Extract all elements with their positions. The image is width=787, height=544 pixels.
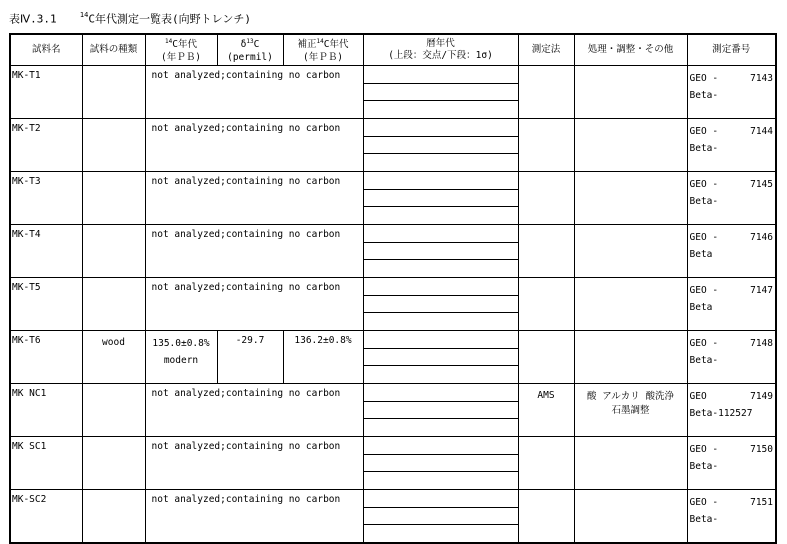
analysis-note: not analyzed;containing no carbon — [145, 225, 363, 278]
method-cell — [518, 331, 574, 384]
sample-kind — [82, 172, 145, 225]
treatment-cell — [574, 331, 687, 384]
table-row — [10, 331, 776, 384]
sample-kind — [82, 437, 145, 490]
analysis-note: not analyzed;containing no carbon — [145, 172, 363, 225]
sample-name: MK-T6 — [10, 331, 82, 384]
code-cell: GEO - 7150 Beta- — [687, 437, 776, 490]
header-calendar-age: 暦年代 (上段：交点/下段：1σ) — [363, 34, 518, 66]
analysis-note: not analyzed;containing no carbon — [145, 119, 363, 172]
treatment-cell: 酸 アルカリ 酸洗浄 石墨調整 — [574, 384, 687, 437]
calendar-age-cell — [363, 119, 518, 172]
sample-name: MK-SC2 — [10, 490, 82, 544]
sample-kind — [82, 384, 145, 437]
analysis-note: not analyzed;containing no carbon — [145, 384, 363, 437]
code-cell: GEO 7149 Beta-112527 — [687, 384, 776, 437]
code-cell: GEO - 7146 Beta — [687, 225, 776, 278]
table-row — [10, 384, 776, 437]
code-cell: GEO - 7144 Beta- — [687, 119, 776, 172]
table-row — [10, 225, 776, 278]
treatment-cell — [574, 278, 687, 331]
sample-name: MK SC1 — [10, 437, 82, 490]
sample-kind: wood — [82, 331, 145, 384]
code-cell: GEO - 7145 Beta- — [687, 172, 776, 225]
header-code: 測定番号 — [687, 34, 776, 66]
calendar-age-cell — [363, 384, 518, 437]
table-title — [9, 8, 251, 28]
method-cell — [518, 490, 574, 544]
method-cell — [518, 278, 574, 331]
table-row — [10, 278, 776, 331]
header-treatment: 処理・調整・その他 — [574, 34, 687, 66]
sample-kind — [82, 119, 145, 172]
calendar-age-cell — [363, 66, 518, 119]
title-text: C年代測定一覧表(向野トレンチ) — [88, 12, 251, 26]
analysis-note: not analyzed;containing no carbon — [145, 66, 363, 119]
sample-name: MK-T3 — [10, 172, 82, 225]
treatment-cell — [574, 490, 687, 544]
method-cell — [518, 172, 574, 225]
sample-name: MK NC1 — [10, 384, 82, 437]
treatment-cell — [574, 172, 687, 225]
calendar-age-cell — [363, 437, 518, 490]
sample-name: MK-T1 — [10, 66, 82, 119]
treatment-cell — [574, 119, 687, 172]
method-cell: AMS — [518, 384, 574, 437]
calendar-age-cell — [363, 490, 518, 544]
calendar-age-cell — [363, 172, 518, 225]
treatment-cell — [574, 66, 687, 119]
header-method: 測定法 — [518, 34, 574, 66]
calendar-age-cell — [363, 331, 518, 384]
code-cell: GEO - 7147 Beta — [687, 278, 776, 331]
delta13c-cell: -29.7 — [217, 331, 283, 384]
calendar-age-cell — [363, 225, 518, 278]
c14-dating-table — [9, 33, 777, 544]
table-row — [10, 437, 776, 490]
analysis-note: not analyzed;containing no carbon — [145, 437, 363, 490]
header-kind: 試料の種類 — [82, 34, 145, 66]
c14-age-cell: 135.0±0.8% modern — [145, 331, 217, 384]
treatment-cell — [574, 225, 687, 278]
sample-kind — [82, 490, 145, 544]
header-row — [10, 34, 776, 66]
method-cell — [518, 119, 574, 172]
table-number: 表Ⅳ.3.1 — [9, 12, 57, 26]
sample-kind — [82, 66, 145, 119]
sample-name: MK-T2 — [10, 119, 82, 172]
header-c14-age: $^{14}$C年代 (年ＰＢ) — [145, 34, 217, 66]
sample-kind — [82, 225, 145, 278]
method-cell — [518, 437, 574, 490]
calendar-age-cell — [363, 278, 518, 331]
code-cell: GEO - 7151 Beta- — [687, 490, 776, 544]
corrected-age-cell: 136.2±0.8% — [283, 331, 363, 384]
treatment-cell — [574, 437, 687, 490]
code-cell: GEO - 7148 Beta- — [687, 331, 776, 384]
analysis-note: not analyzed;containing no carbon — [145, 278, 363, 331]
sample-kind — [82, 278, 145, 331]
header-corrected-age: 補正$^{14}$C年代 (年ＰＢ) — [283, 34, 363, 66]
sample-name: MK-T5 — [10, 278, 82, 331]
header-delta13c: $\delta^{13}C$ (permil) — [217, 34, 283, 66]
table-row — [10, 66, 776, 119]
table-row — [10, 172, 776, 225]
header-sample: 試料名 — [10, 34, 82, 66]
method-cell — [518, 225, 574, 278]
method-cell — [518, 66, 574, 119]
table-row — [10, 119, 776, 172]
analysis-note: not analyzed;containing no carbon — [145, 490, 363, 544]
code-cell: GEO - 7143 Beta- — [687, 66, 776, 119]
sample-name: MK-T4 — [10, 225, 82, 278]
title-superscript: 14 — [79, 11, 89, 19]
table-row — [10, 490, 776, 544]
